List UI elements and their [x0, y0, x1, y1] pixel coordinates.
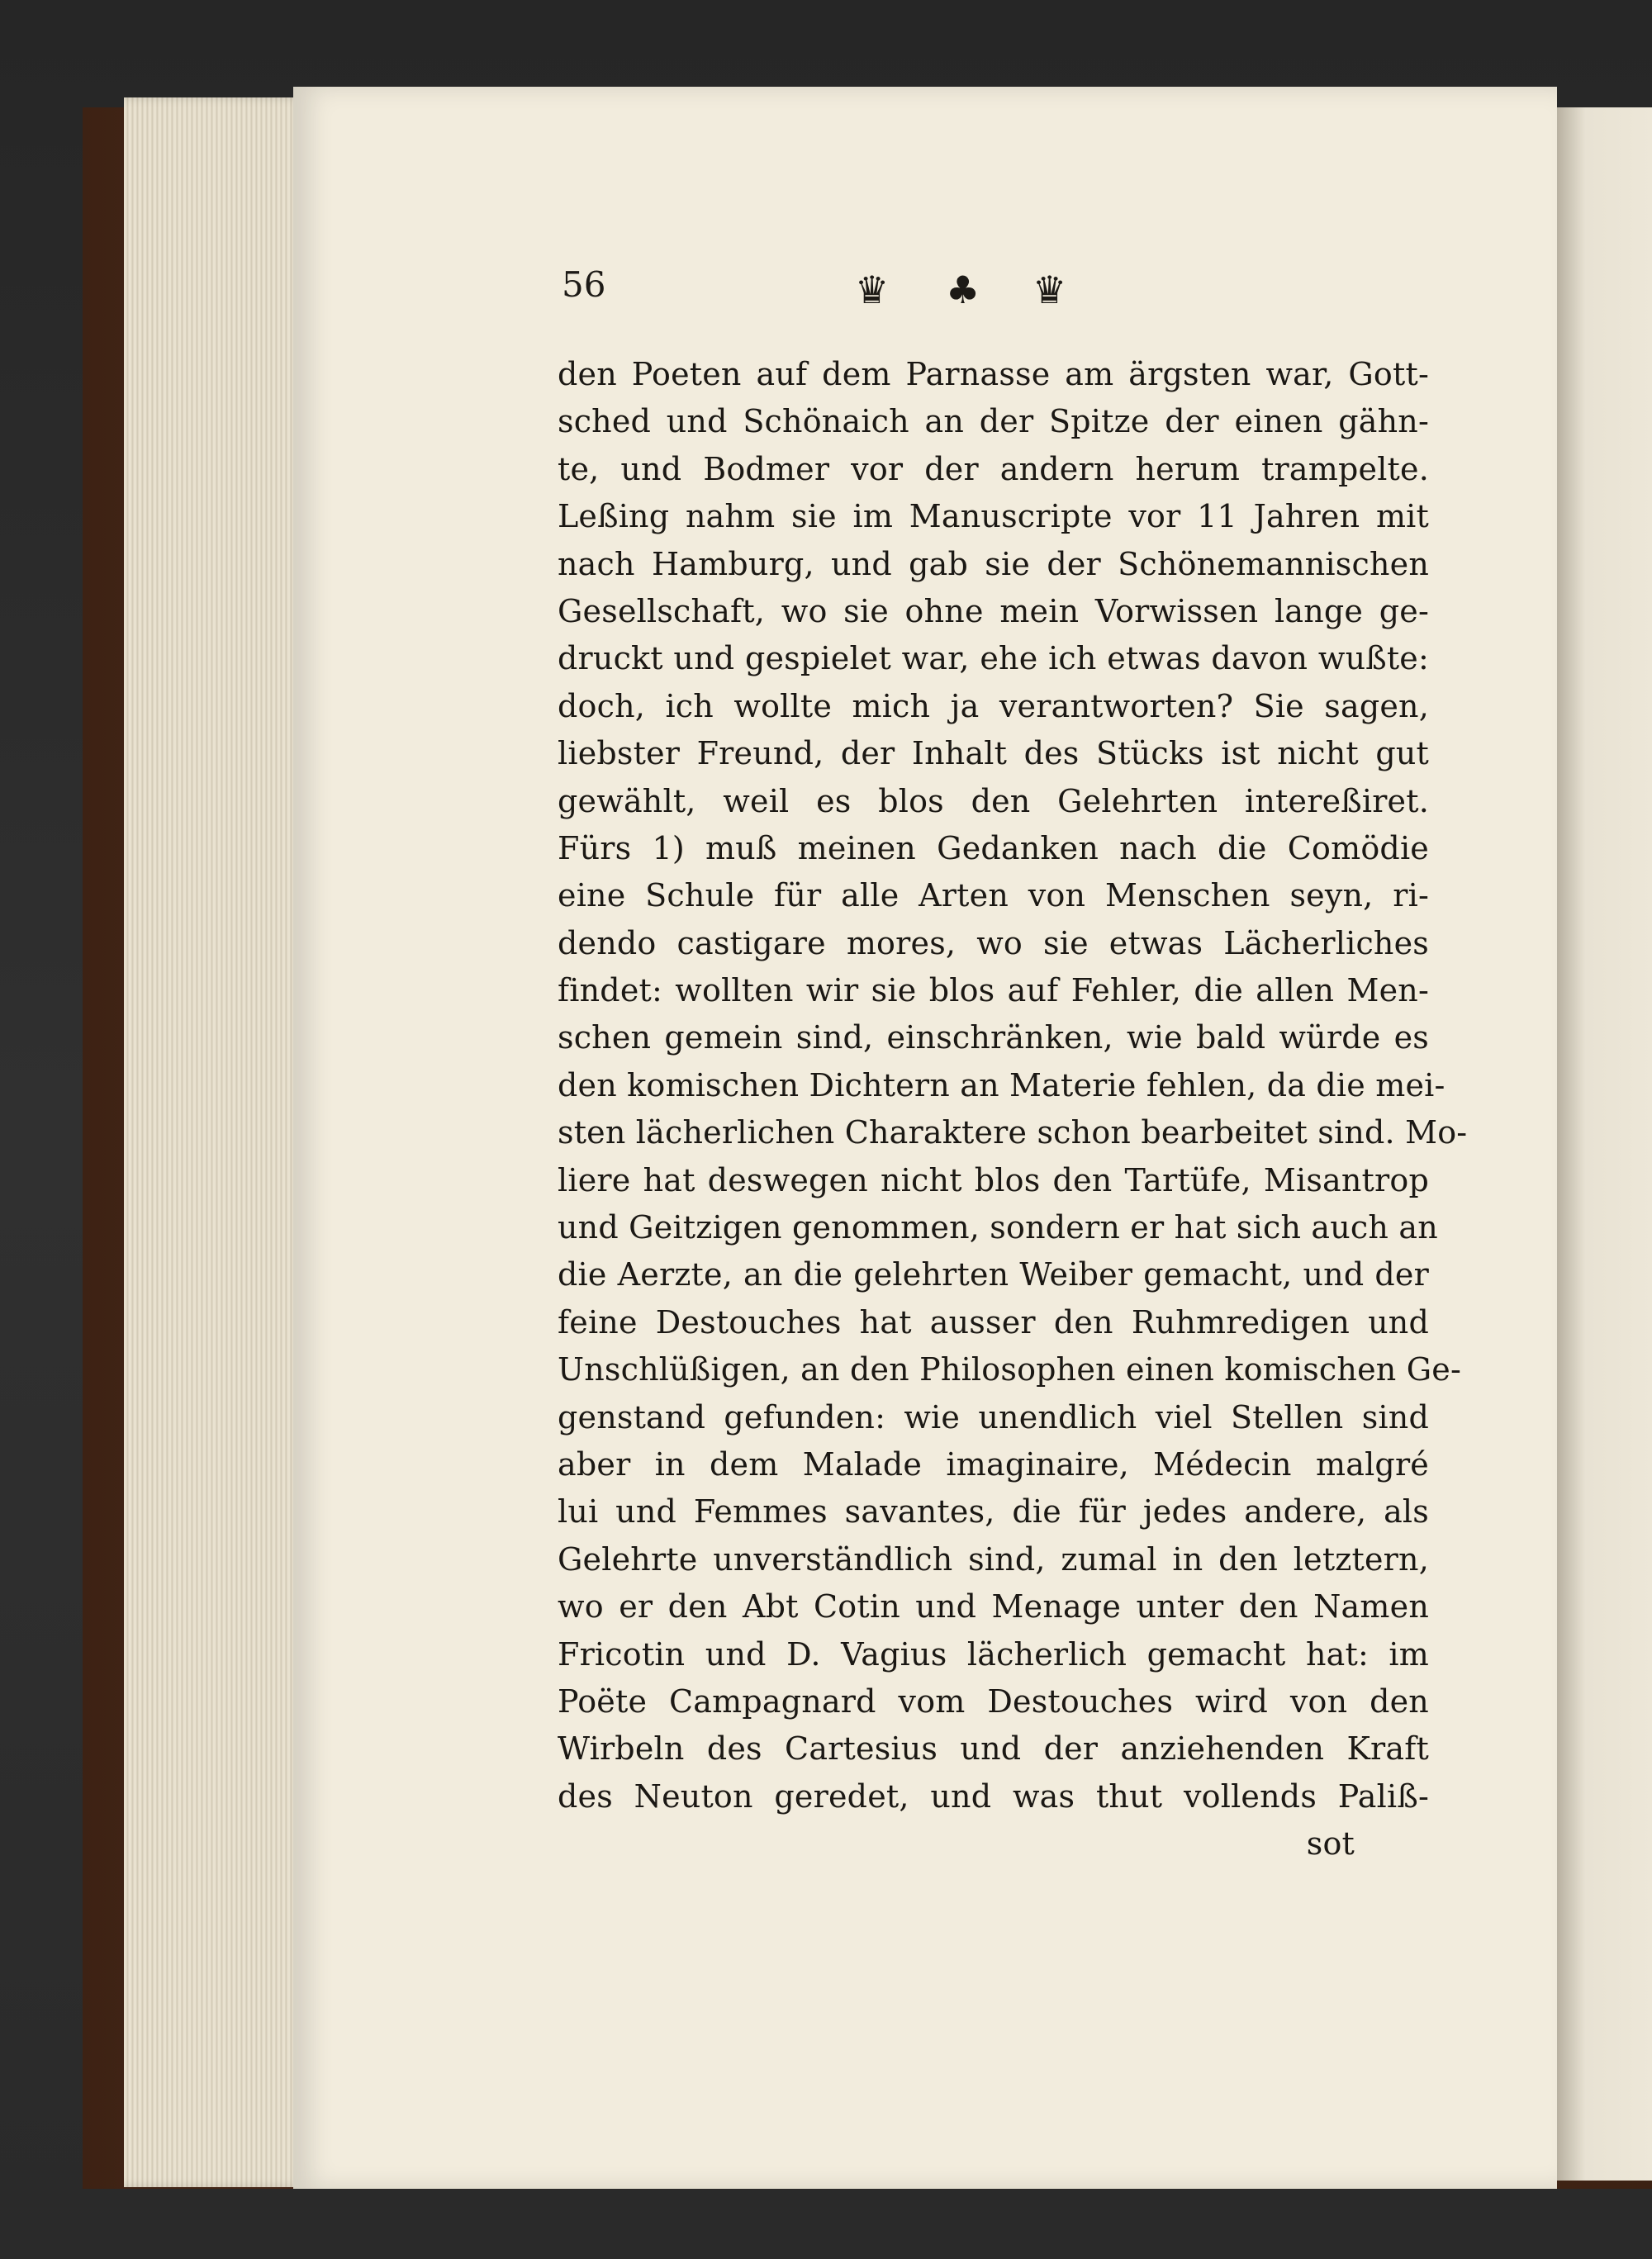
text-line: und Geitzigen genommen, sondern er hat sich auch an	[558, 1209, 1438, 1246]
text-line: aber in dem Malade imaginaire, Médecin malgré	[558, 1445, 1429, 1483]
text-line: liere hat deswegen nicht blos den Tartüfe, Misantrop	[558, 1161, 1429, 1198]
page-number: 56	[562, 264, 606, 305]
text-line: findet: wollten wir sie blos auf Fehler, die allen Men-	[558, 972, 1429, 1009]
text-line: te, und Bodmer vor der andern herum trampelte.	[558, 450, 1429, 487]
text-line: sten lächerlichen Charaktere schon bearbeitet sind. Mo-	[558, 1114, 1468, 1151]
catchword: sot	[1306, 1825, 1355, 1863]
text-line: lui und Femmes savantes, die für jedes andere, als	[558, 1493, 1429, 1531]
text-line: doch, ich wollte mich ja verantworten? Sie sagen,	[558, 687, 1429, 724]
text-line: des Neuton geredet, und was thut vollends Paliß-	[558, 1777, 1429, 1815]
text-line: Fürs 1) muß meinen Gedanken nach die Comödie	[558, 829, 1429, 866]
text-line: schen gemein sind, einschränken, wie bald würde es	[558, 1019, 1429, 1056]
text-line: druckt und gespielet war, ehe ich etwas davon wußte:	[558, 640, 1429, 677]
facing-page-edge	[1557, 107, 1652, 2181]
text-line: wo er den Abt Cotin und Menage unter den Namen	[558, 1588, 1429, 1625]
text-line: Wirbeln des Cartesius und der anziehenden Kraft	[558, 1730, 1429, 1768]
text-line: feine Destouches hat ausser den Ruhmredigen und	[558, 1303, 1429, 1341]
text-line: liebster Freund, der Inhalt des Stücks ist nicht gut	[558, 735, 1429, 772]
text-line: Gelehrte unverständlich sind, zumal in den letztern,	[558, 1540, 1429, 1578]
text-line: den Poeten auf dem Parnasse am ärgsten war, Gott-	[558, 356, 1429, 392]
crown-ornament-icon: ♛	[855, 268, 890, 312]
text-line: Unschlüßigen, an den Philosophen einen komischen Ge-	[558, 1351, 1462, 1388]
text-line: Fricotin und D. Vagius lächerlich gemacht hat: im	[558, 1635, 1429, 1673]
fleuron-ornament-icon: ♣	[946, 268, 980, 312]
text-line: sched und Schönaich an der Spitze der einen gähn-	[558, 403, 1429, 440]
text-line: genstand gefunden: wie unendlich viel Stellen sind	[558, 1398, 1429, 1436]
text-line: dendo castigare mores, wo sie etwas Lächerliches	[558, 924, 1429, 961]
text-line: Poëte Campagnard vom Destouches wird von den	[558, 1682, 1429, 1720]
text-line: Gesellschaft, wo sie ohne mein Vorwissen lange ge-	[558, 592, 1429, 629]
text-line: gewählt, weil es blos den Gelehrten intereßiret.	[558, 782, 1429, 819]
crown-ornament-icon: ♛	[1032, 268, 1067, 312]
text-line: Leßing nahm sie im Manuscripte vor 11 Jahren mit	[558, 498, 1429, 535]
text-line: nach Hamburg, und gab sie der Schönemannischen	[558, 545, 1429, 582]
text-line: den komischen Dichtern an Materie fehlen, da die mei-	[558, 1066, 1446, 1103]
text-line: eine Schule für alle Arten von Menschen seyn, ri-	[558, 877, 1429, 914]
text-line: die Aerzte, an die gelehrten Weiber gemacht, und der	[558, 1256, 1429, 1293]
page-edges	[124, 97, 306, 2187]
body-text	[558, 351, 1468, 1868]
page-header	[562, 264, 1305, 322]
